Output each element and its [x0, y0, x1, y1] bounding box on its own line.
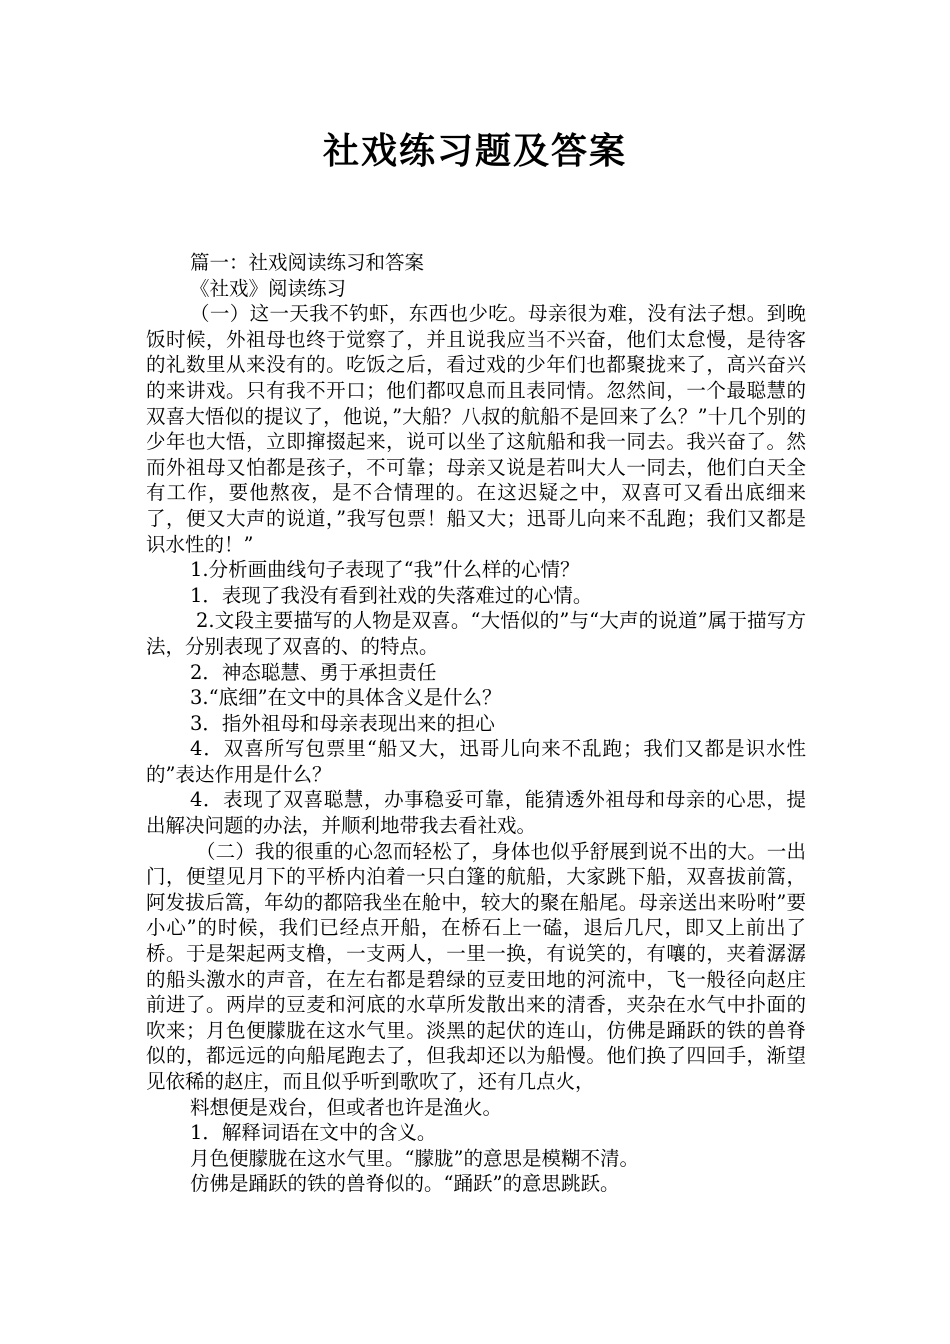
answer-4: 4．表现了双喜聪慧，办事稳妥可靠，能猜透外祖母和母亲的心思，提出解决问题的办法，并顺利地带我去看社戏。	[146, 788, 806, 838]
exercise-title: 《社戏》阅读练习	[190, 276, 347, 300]
answer-3: 3．指外祖母和母亲表现出来的担心	[190, 711, 495, 735]
passage-two-tail: 料想便是戏台，但或者也许是渔火。	[190, 1095, 503, 1119]
question-4: 4．双喜所写包票里“船又大，迅哥儿向来不乱跑；我们又都是识水性的”表达作用是什么？	[146, 737, 806, 786]
question-1: 1.分析画曲线句子表现了“我”什么样的心情？	[190, 558, 580, 582]
question-2: 2.文段主要描写的人物是双喜。“大悟似的”与“大声的说道”属于描写方法，分别表现了双喜的、的特点。	[146, 609, 806, 658]
question-5: 1．解释词语在文中的含义。	[190, 1121, 437, 1145]
document-title: 社戏练习题及答案	[322, 131, 627, 172]
question-3: 3.“底细”在文中的具体含义是什么？	[190, 686, 502, 710]
answer-5a: 月色便朦胧在这水气里。“朦胧”的意思是模糊不清。	[190, 1146, 639, 1170]
answer-1: 1．表现了我没有看到社戏的失落难过的心情。	[190, 583, 593, 607]
answer-5b: 仿佛是踊跃的铁的兽脊似的。“踊跃”的意思跳跃。	[190, 1172, 620, 1196]
passage-one: （一）这一天我不钓虾，东西也少吃。母亲很为难，没有法子想。到晚饭时候，外祖母也终于觉察了，并且说我应当不兴奋，他们太怠慢，是待客的礼数里从来没有的。吃饭之后，看过戏的少年们也都聚拢来了，高兴奋兴的来讲戏。只有我不开口；他们都叹息而且表同情。忽然间，一个最聪慧的双喜大悟似的提议了，他说，”大船？八叔的航船不是回来了么？”十几个别的少年也大悟，立即撺掇起来，说可以坐了这航船和我一同去。我兴奋了。然而外祖母又怕都是孩子，不可靠；母亲又说是若叫大人一同去，他们白天全有工作，要他熬夜，是不合情理的。在这迟疑之中，双喜可又看出底细来了，便又大声的说道，”我写包票！船又大；迅哥儿向来不乱跑；我们又都是识水性的！”	[146, 302, 806, 556]
answer-2: 2．神态聪慧、勇于承担责任	[190, 660, 437, 684]
section-heading: 篇一：社戏阅读练习和答案	[190, 251, 425, 274]
passage-two: （二）我的很重的心忽而轻松了，身体也似乎舒展到说不出的大。一出门，便望见月下的平桥内泊着一只白篷的航船，大家跳下船，双喜拔前篙，阿发拔后篙，年幼的都陪我坐在舱中，较大的聚在船尾。母亲送出来吩咐”要小心”的时候，我们已经点开船，在桥石上一磕，退后几尺，即又上前出了桥。于是架起两支橹，一支两人，一里一换，有说笑的，有嚷的，夹着潺潺的船头激水的声音，在左右都是碧绿的豆麦田地的河流中，飞一般径向赵庄前进了。两岸的豆麦和河底的水草所发散出来的清香，夹杂在水气中扑面的吹来；月色便朦胧在这水气里。淡黑的起伏的连山，仿佛是踊跃的铁的兽脊似的，都远远的向船尾跑去了，但我却还以为船慢。他们换了四回手，渐望见依稀的赵庄，而且似乎听到歌吹了，还有几点火，	[146, 839, 806, 1093]
document-body	[146, 250, 806, 1197]
